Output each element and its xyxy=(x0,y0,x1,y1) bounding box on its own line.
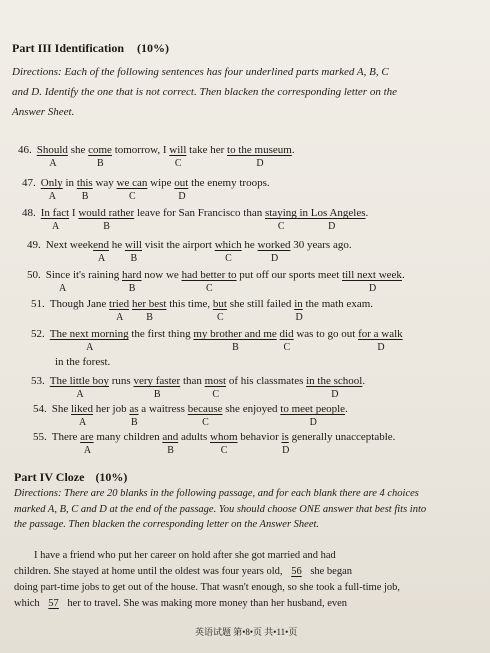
underlined-option: did xyxy=(279,328,294,340)
underlined-option: in Los Angeles xyxy=(296,207,366,219)
question-sentence xyxy=(46,269,405,282)
question-number: 46. xyxy=(18,144,32,156)
question-0 xyxy=(18,144,295,169)
option-letter-d: D xyxy=(271,253,279,264)
underlined-option: but xyxy=(212,298,227,310)
question-1 xyxy=(22,177,270,202)
option-letter-b: B xyxy=(97,158,104,169)
passage-line xyxy=(14,596,434,612)
question-sentence xyxy=(50,375,365,388)
question-number: 48. xyxy=(22,207,36,219)
sentence-text: the math exam. xyxy=(302,298,374,310)
part4-heading xyxy=(14,470,127,485)
sentence-text: 30 years ago. xyxy=(290,239,352,251)
cloze-passage xyxy=(14,548,434,612)
sentence-text: take her xyxy=(186,144,228,156)
option-letter-b: B xyxy=(167,445,174,456)
sentence-text: the first thing xyxy=(128,328,194,340)
question-sentence xyxy=(52,403,348,416)
underlined-option: which xyxy=(214,239,242,251)
sentence-text: way xyxy=(92,177,117,189)
option-letter-d: D xyxy=(282,445,290,456)
sentence-text: visit the airport xyxy=(142,239,215,251)
question-3 xyxy=(27,239,352,264)
underlined-option: will xyxy=(124,239,142,251)
sentence-text: leave for San Francisco than xyxy=(134,207,265,219)
underlined-option: my brother and me xyxy=(193,328,277,340)
underlined-option: this xyxy=(76,177,93,189)
sentence-text: . xyxy=(401,269,405,281)
question-number: 55. xyxy=(33,431,47,443)
question-sentence xyxy=(52,431,396,444)
question-number: 49. xyxy=(27,239,41,251)
sentence-text: put off our sports meet xyxy=(236,269,343,281)
option-letter-d: D xyxy=(178,191,186,202)
question-number: 51. xyxy=(31,298,45,310)
option-letter-c: C xyxy=(202,417,209,428)
underlined-option: staying xyxy=(264,207,297,219)
question-number: 52. xyxy=(31,328,45,340)
underlined-option: till next week xyxy=(342,269,402,281)
question-number: 47. xyxy=(22,177,36,189)
sentence-text: she xyxy=(67,144,89,156)
sentence-text: tomorrow, I xyxy=(111,144,170,156)
option-letter-d: D xyxy=(369,283,377,294)
underlined-option: in the school xyxy=(306,375,363,387)
question-sentence xyxy=(46,239,352,252)
underlined-option: The next morning xyxy=(49,328,129,340)
option-letter-c: C xyxy=(206,283,213,294)
directions-line-2: and D. Identify the one that is not correct. Then blacken the corresponding letter on the xyxy=(12,86,398,98)
sentence-text: than xyxy=(180,375,205,387)
option-letter-c: C xyxy=(277,221,285,232)
option-letter-b: B xyxy=(128,283,136,294)
underlined-option: to meet people xyxy=(280,403,346,415)
option-letter-b: B xyxy=(153,389,161,400)
underlined-option: her best xyxy=(131,298,167,310)
underlined-option: come xyxy=(88,144,112,156)
option-letter-c: C xyxy=(216,312,224,323)
option-letter-a: A xyxy=(59,283,67,294)
question-8 xyxy=(33,403,348,428)
part4-title: Part IV Cloze xyxy=(14,470,85,484)
sentence-text: generally unacceptable. xyxy=(288,431,396,443)
underlined-option: hard xyxy=(121,269,142,281)
underlined-option: had better to xyxy=(181,269,237,281)
underlined-option: we can xyxy=(116,177,148,189)
question-number: 53. xyxy=(31,375,45,387)
underlined-option: The little boy xyxy=(49,375,110,387)
question-4 xyxy=(27,269,405,294)
part3-score: (10%) xyxy=(137,41,169,55)
option-letter-a: A xyxy=(98,253,106,264)
option-letter-b: B xyxy=(103,221,110,232)
sentence-text: . xyxy=(365,207,369,219)
option-letter-a: A xyxy=(49,158,57,169)
option-letter-a: A xyxy=(79,417,87,428)
sentence-text: the enemy troops. xyxy=(188,177,270,189)
underlined-option: will xyxy=(169,144,187,156)
option-letter-c: C xyxy=(128,191,136,202)
underlined-option: out xyxy=(174,177,189,189)
option-letter-d: D xyxy=(295,312,303,323)
passage-text: her to travel. She was making more money than her husband, even xyxy=(64,598,348,609)
option-letter-d: D xyxy=(328,221,336,232)
option-letter-b: B xyxy=(130,417,138,428)
underlined-option: whom xyxy=(210,431,238,443)
option-letter-d: D xyxy=(331,389,339,400)
option-letter-c: C xyxy=(174,158,182,169)
option-letter-a: A xyxy=(116,312,124,323)
sentence-text: now we xyxy=(141,269,182,281)
passage-text: children. She stayed at home until the oldest was four years old, xyxy=(14,566,286,577)
underlined-option: because xyxy=(187,403,223,415)
sentence-text: behavior xyxy=(237,431,282,443)
part3-heading xyxy=(12,41,169,56)
question-sentence xyxy=(37,144,295,157)
question-6 xyxy=(31,328,403,353)
question-number: 54. xyxy=(33,403,47,415)
underlined-option: would rather xyxy=(78,207,135,219)
passage-line: I have a friend who put her career on hold after she got married and had xyxy=(34,550,336,561)
question-sentence xyxy=(41,177,270,190)
option-letter-c: C xyxy=(212,389,220,400)
sentence-text: many children xyxy=(93,431,163,443)
underlined-option: to the museum xyxy=(227,144,292,156)
underlined-option: most xyxy=(204,375,227,387)
option-letter-a: A xyxy=(83,445,92,456)
underlined-option: Should xyxy=(36,144,68,156)
question-sentence xyxy=(50,298,373,311)
option-letter-d: D xyxy=(256,158,264,169)
sentence-text: she still failed xyxy=(226,298,295,310)
sentence-text: she enjoyed xyxy=(222,403,281,415)
option-letter-b: B xyxy=(232,342,239,353)
sentence-text: this time, xyxy=(166,298,213,310)
question-7 xyxy=(31,375,366,400)
sentence-text: She xyxy=(51,403,71,415)
option-letter-c: C xyxy=(225,253,232,264)
option-letter-c: C xyxy=(283,342,291,353)
sentence-text: Since it's raining xyxy=(45,269,122,281)
underlined-option: end xyxy=(93,239,109,251)
option-letter-a: A xyxy=(86,342,94,353)
sentence-text: adults xyxy=(178,431,210,443)
part4-directions: Directions: There are 20 blanks in the following passage, and for each blank there are 4 choices marked A, B, C and D at the end of the passage. You should choose ONE answer that best fits into the passage. Then blacken the corresponding letter on the Answer Sheet. xyxy=(14,488,427,530)
sentence-text: he xyxy=(241,239,258,251)
blank-56: 56 xyxy=(291,566,302,577)
underlined-option: is xyxy=(281,431,289,443)
passage-text: she began xyxy=(307,566,353,577)
option-letter-a: A xyxy=(76,389,84,400)
sentence-text: wipe xyxy=(147,177,175,189)
option-letter-a: A xyxy=(48,191,56,202)
part3-directions xyxy=(12,62,397,122)
option-letter-b: B xyxy=(146,312,153,323)
directions-line-1: Directions: Each of the following sentences has four underlined parts marked A, B, C xyxy=(12,66,389,78)
underlined-option: worked xyxy=(257,239,291,251)
question-2 xyxy=(22,207,369,232)
underlined-option: as xyxy=(129,403,139,415)
page-footer: 英语试题 第•8•页 共•11•页 xyxy=(195,627,298,637)
option-letter-b: B xyxy=(130,253,138,264)
directions-line-3: Answer Sheet. xyxy=(12,106,75,118)
option-letter-b: B xyxy=(81,191,89,202)
sentence-text: . xyxy=(291,144,295,156)
sentence-text: a waitress xyxy=(138,403,188,415)
sentence-text: runs xyxy=(109,375,134,387)
question-continuation: in the forest. xyxy=(55,356,111,368)
option-letter-d: D xyxy=(309,417,317,428)
sentence-text: I xyxy=(69,207,79,219)
underlined-option: in xyxy=(294,298,303,310)
question-sentence xyxy=(41,207,369,220)
underlined-option: very faster xyxy=(133,375,181,387)
blank-57: 57 xyxy=(48,598,59,609)
passage-line xyxy=(14,564,434,580)
sentence-text: There xyxy=(51,431,81,443)
underlined-option: and xyxy=(162,431,179,443)
sentence-text: . xyxy=(362,375,366,387)
option-letter-a: A xyxy=(51,221,60,232)
option-letter-c: C xyxy=(220,445,228,456)
passage-text: which xyxy=(14,598,43,609)
sentence-text: of his classmates xyxy=(226,375,307,387)
option-letter-d: D xyxy=(377,342,385,353)
sentence-text: was to go out xyxy=(293,328,359,340)
sentence-text: in xyxy=(62,177,77,189)
underlined-option: liked xyxy=(71,403,93,415)
underlined-option: are xyxy=(80,431,94,443)
sentence-text: . xyxy=(345,403,348,415)
question-sentence xyxy=(50,328,403,341)
part4-score: (10%) xyxy=(95,470,128,484)
underlined-option: Only xyxy=(40,177,63,189)
underlined-option: In fact xyxy=(40,207,70,219)
passage-line: doing part-time jobs to get out of the house. That wasn't enough, so she took a full-time job, xyxy=(14,582,401,593)
underlined-option: for a walk xyxy=(358,328,403,340)
sentence-text: he xyxy=(108,239,125,251)
part3-title: Part III Identification xyxy=(12,41,124,55)
sentence-text: Next week xyxy=(45,239,94,251)
question-number: 50. xyxy=(27,269,41,281)
underlined-option: tried xyxy=(109,298,130,310)
sentence-text: her job xyxy=(93,403,130,415)
sentence-text: Though Jane xyxy=(49,298,110,310)
question-9 xyxy=(33,431,396,456)
question-5 xyxy=(31,298,374,323)
